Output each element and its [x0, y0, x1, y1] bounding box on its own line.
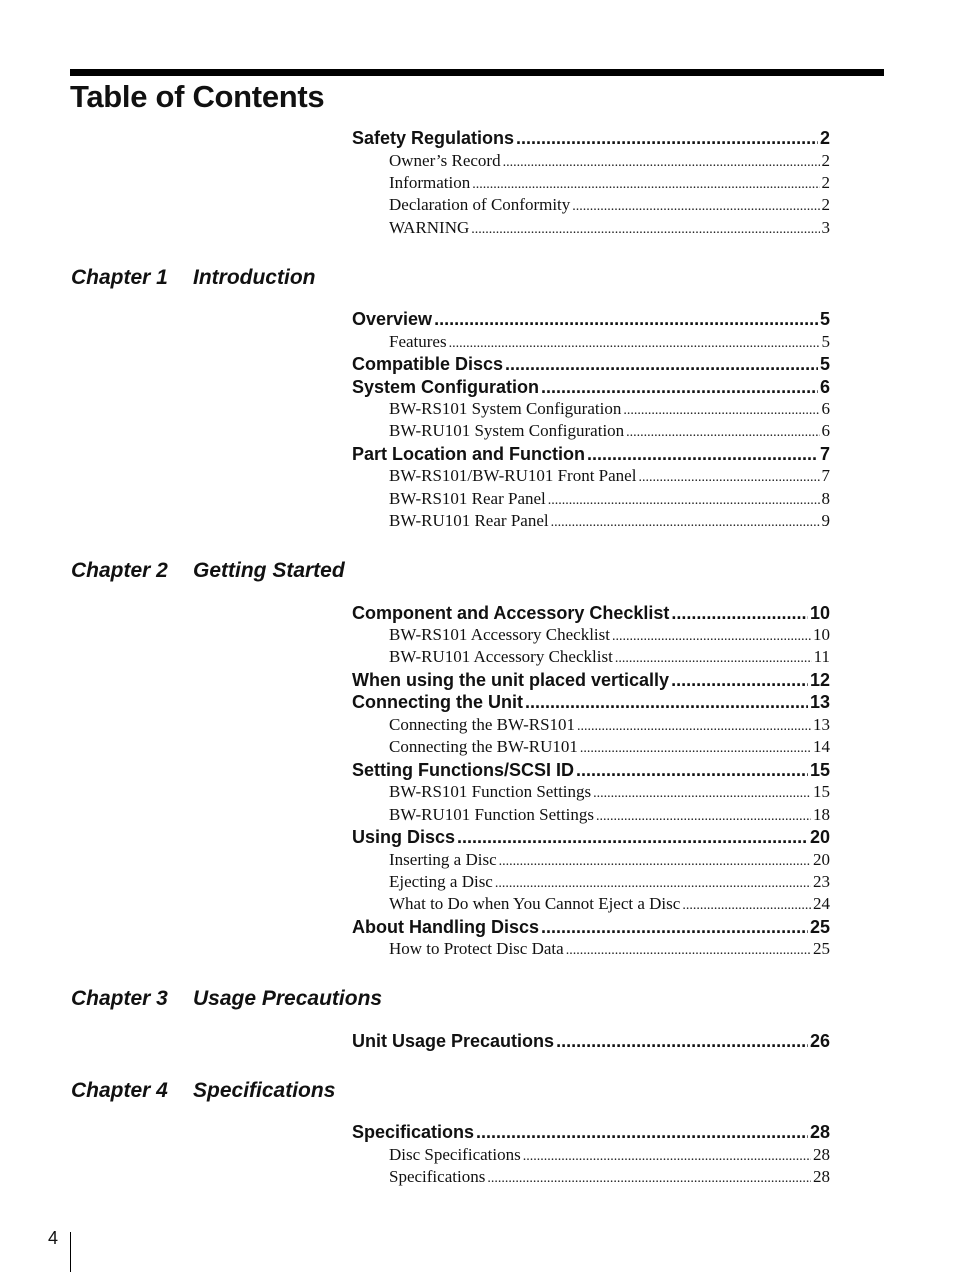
chapter-number: Chapter 1: [71, 266, 168, 289]
toc-label: Specifications: [352, 1122, 475, 1142]
toc-label: Connecting the Unit: [352, 692, 523, 712]
dot-leader: [671, 602, 808, 624]
dot-leader: [587, 443, 818, 465]
toc-label: BW-RU101 System Configuration: [389, 421, 625, 440]
chapter-number: Chapter 2: [71, 559, 168, 582]
dot-leader: [623, 400, 819, 422]
dot-leader: [596, 806, 811, 828]
toc-page: 23: [813, 872, 830, 891]
toc-subsection-declaration-of-conformity[interactable]: [389, 194, 830, 218]
toc-subsection-features[interactable]: [389, 331, 830, 355]
dot-leader: [577, 716, 811, 738]
toc-page: 12: [809, 670, 830, 690]
toc-subsection-front-panel[interactable]: [389, 465, 830, 489]
toc-page: 6: [819, 377, 830, 397]
toc-page: 25: [813, 939, 830, 958]
chapter-heading-1: [71, 265, 315, 291]
dot-leader: [495, 873, 811, 895]
dot-leader: [503, 152, 820, 174]
chapter-heading-4: [71, 1078, 335, 1104]
dot-leader: [580, 738, 811, 760]
dot-leader: [499, 851, 811, 873]
toc-page: 10: [813, 625, 830, 644]
dot-leader: [615, 648, 812, 670]
dot-leader: [626, 422, 819, 444]
toc-section-using-discs[interactable]: [352, 826, 830, 848]
toc-section-unit-placed-vertically[interactable]: [352, 669, 830, 691]
toc-page: 25: [809, 917, 830, 937]
dot-leader: [434, 308, 818, 330]
toc-section-system-configuration[interactable]: [352, 376, 830, 398]
dot-leader: [541, 916, 808, 938]
toc-label: BW-RS101 Rear Panel: [389, 489, 546, 508]
dot-leader: [566, 940, 811, 962]
page-number-rule: [70, 1232, 71, 1272]
toc-label: System Configuration: [352, 377, 540, 397]
toc-subsection-owners-record[interactable]: [389, 150, 830, 174]
toc-page: 5: [821, 332, 830, 351]
toc-label: Unit Usage Precautions: [352, 1031, 555, 1051]
dot-leader: [638, 467, 819, 489]
toc-page: 15: [809, 760, 830, 780]
toc-label: BW-RS101 Function Settings: [389, 782, 592, 801]
toc-page: 13: [809, 692, 830, 712]
toc-subsection-protect-disc-data[interactable]: [389, 938, 830, 962]
toc-label: Owner’s Record: [389, 151, 501, 170]
toc-subsection-bw-ru101-rear-panel[interactable]: [389, 510, 830, 534]
chapter-heading-3: [71, 986, 382, 1012]
dot-leader: [472, 174, 819, 196]
dot-leader: [476, 1121, 808, 1143]
dot-leader: [576, 759, 808, 781]
toc-page: 6: [821, 399, 830, 418]
toc-label: BW-RS101 Accessory Checklist: [389, 625, 610, 644]
toc-label: Connecting the BW-RU101: [389, 737, 578, 756]
chapter-heading-2: [71, 558, 345, 584]
toc-label: Specifications: [389, 1167, 486, 1186]
toc-page: 15: [813, 782, 830, 801]
toc-subsection-connecting-bw-ru101[interactable]: [389, 736, 830, 760]
chapter-title: Introduction: [193, 266, 316, 289]
toc-label: Declaration of Conformity: [389, 195, 571, 214]
toc-subsection-connecting-bw-rs101[interactable]: [389, 714, 830, 738]
toc-label: Connecting the BW-RS101: [389, 715, 576, 734]
toc-section-unit-usage-precautions[interactable]: [352, 1030, 830, 1052]
toc-label: Ejecting a Disc: [389, 872, 493, 891]
toc-page: 28: [813, 1167, 830, 1186]
toc-label: When using the unit placed vertically: [352, 670, 670, 690]
toc-label: How to Protect Disc Data: [389, 939, 564, 958]
toc-subsection-ejecting-a-disc[interactable]: [389, 871, 830, 895]
toc-page: 28: [809, 1122, 830, 1142]
toc-label: Using Discs: [352, 827, 456, 847]
toc-label: Compatible Discs: [352, 354, 504, 374]
toc-label: What to Do when You Cannot Eject a Disc: [389, 894, 681, 913]
toc-label: About Handling Discs: [352, 917, 540, 937]
dot-leader: [671, 669, 808, 691]
page-number: 4: [48, 1228, 59, 1248]
toc-subsection-bw-ru101-system-configuration[interactable]: [389, 420, 830, 444]
toc-label: Part Location and Function: [352, 444, 585, 464]
toc-subsection-bw-ru101-accessory-checklist[interactable]: [389, 646, 830, 670]
dot-leader: [523, 1146, 811, 1168]
toc-page: 7: [821, 466, 830, 485]
toc-subsection-bw-rs101-accessory-checklist[interactable]: [389, 624, 830, 648]
toc-subsection-disc-specifications[interactable]: [389, 1144, 830, 1168]
toc-subsection-bw-rs101-rear-panel[interactable]: [389, 488, 830, 512]
chapter-number: Chapter 3: [71, 987, 168, 1010]
toc-page: 11: [813, 647, 830, 666]
toc-label: BW-RU101 Function Settings: [389, 805, 594, 824]
toc-subsection-cannot-eject-disc[interactable]: [389, 893, 830, 917]
dot-leader: [612, 626, 811, 648]
toc-label: Safety Regulations: [352, 128, 515, 148]
dot-leader: [487, 1168, 811, 1190]
chapter-title: Usage Precautions: [193, 987, 383, 1010]
chapter-title: Specifications: [193, 1079, 336, 1102]
dot-leader: [551, 512, 820, 534]
chapter-title: Getting Started: [193, 559, 345, 582]
toc-page: 20: [809, 827, 830, 847]
toc-section-part-location-and-function[interactable]: [352, 443, 830, 465]
toc-page: 20: [813, 850, 830, 869]
title-rule: [70, 69, 884, 76]
toc-subsection-bw-ru101-function-settings[interactable]: [389, 804, 830, 828]
toc-label: BW-RU101 Accessory Checklist: [389, 647, 613, 666]
dot-leader: [525, 691, 808, 713]
dot-leader: [682, 895, 811, 917]
toc-page: 18: [813, 805, 830, 824]
toc-label: WARNING: [389, 218, 470, 237]
toc-page: 26: [809, 1031, 830, 1051]
dot-leader: [457, 826, 808, 848]
toc-label: Disc Specifications: [389, 1145, 521, 1164]
toc-section-safety-regulations[interactable]: [352, 127, 830, 149]
toc-page: 9: [821, 511, 830, 530]
toc-page: 2: [821, 151, 830, 170]
dot-leader: [449, 333, 820, 355]
dot-leader: [516, 127, 818, 149]
toc-label: BW-RS101/BW-RU101 Front Panel: [389, 466, 637, 485]
dot-leader: [505, 353, 818, 375]
toc-page: 5: [819, 354, 830, 374]
toc-page: 3: [821, 218, 830, 237]
toc-page: 28: [813, 1145, 830, 1164]
toc-label: BW-RU101 Rear Panel: [389, 511, 549, 530]
toc-subsection-bw-rs101-function-settings[interactable]: [389, 781, 830, 805]
toc-subsection-information[interactable]: [389, 172, 830, 196]
dot-leader: [548, 490, 820, 512]
toc-section-connecting-the-unit[interactable]: [352, 691, 830, 713]
toc-page: 8: [821, 489, 830, 508]
toc-page: 7: [819, 444, 830, 464]
toc-section-compatible-discs[interactable]: [352, 353, 830, 375]
toc-page: 2: [819, 128, 830, 148]
toc-section-about-handling-discs[interactable]: [352, 916, 830, 938]
toc-section-specifications[interactable]: [352, 1121, 830, 1143]
toc-page: 14: [813, 737, 830, 756]
dot-leader: [593, 783, 811, 805]
toc-label: Information: [389, 173, 471, 192]
toc-label: BW-RS101 System Configuration: [389, 399, 622, 418]
dot-leader: [572, 196, 819, 218]
toc-label: Setting Functions/SCSI ID: [352, 760, 575, 780]
toc-page: 2: [821, 195, 830, 214]
toc-subsection-warning[interactable]: [389, 217, 830, 241]
toc-subsection-specifications[interactable]: [389, 1166, 830, 1190]
toc-page: 5: [819, 309, 830, 329]
toc-subsection-inserting-a-disc[interactable]: [389, 849, 830, 873]
toc-section-component-and-accessory-checklist[interactable]: [352, 602, 830, 624]
toc-page: 6: [821, 421, 830, 440]
toc-subsection-bw-rs101-system-configuration[interactable]: [389, 398, 830, 422]
toc-section-setting-functions-scsi-id[interactable]: [352, 759, 830, 781]
page-title: Table of Contents: [70, 79, 325, 114]
toc-page: 13: [813, 715, 830, 734]
chapter-number: Chapter 4: [71, 1079, 168, 1102]
toc-page: 2: [821, 173, 830, 192]
toc-page: 24: [813, 894, 830, 913]
toc-label: Component and Accessory Checklist: [352, 603, 670, 623]
toc-page: 10: [809, 603, 830, 623]
dot-leader: [471, 219, 819, 241]
dot-leader: [556, 1030, 808, 1052]
dot-leader: [541, 376, 818, 398]
toc-label: Features: [389, 332, 447, 351]
toc-label: Inserting a Disc: [389, 850, 497, 869]
toc-section-overview[interactable]: [352, 308, 830, 330]
toc-label: Overview: [352, 309, 433, 329]
